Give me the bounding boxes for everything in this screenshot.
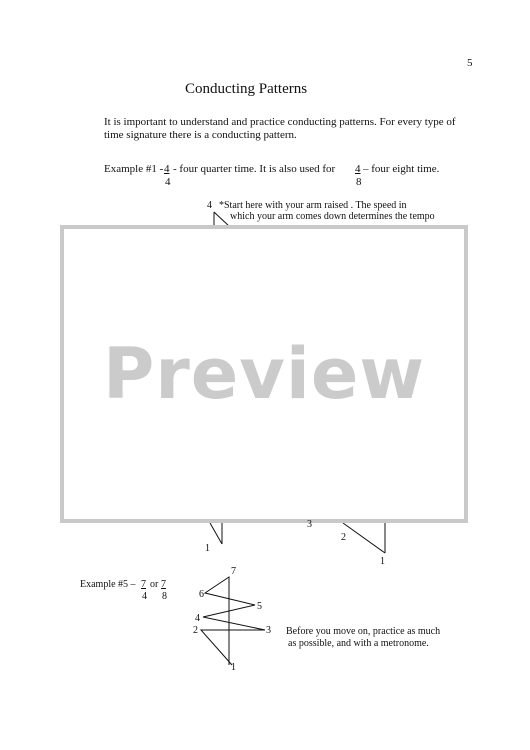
example5-beat-1: 1 (231, 662, 236, 673)
example5-ts1-bottom: 4 (142, 591, 147, 602)
preview-watermark-text: Preview (102, 333, 426, 415)
intro-line-1: It is important to understand and practice conducting patterns. For every type of (104, 116, 456, 128)
example1-ts1-top: 4 (164, 163, 170, 175)
example5-beat-3: 3 (266, 625, 271, 636)
right-pattern-stroke-1 (343, 523, 385, 553)
left-pattern-beat-1: 1 (205, 543, 210, 554)
preview-watermark (60, 225, 468, 523)
example5-beat-2: 2 (193, 625, 198, 636)
example5-pattern-path (201, 577, 265, 665)
example1-ts1-bottom: 4 (165, 176, 171, 188)
example1-mid-text: - four quarter time. It is also used for (173, 163, 336, 175)
closing-line-1: Before you move on, practice as much (286, 626, 441, 637)
example5-beat-7: 7 (231, 566, 236, 577)
right-pattern-beat-2: 2 (341, 532, 346, 543)
right-pattern-beat-1: 1 (380, 556, 385, 567)
page-title: Conducting Patterns (185, 81, 308, 97)
page-number: 5 (467, 57, 473, 69)
example5-beat-6: 6 (199, 589, 204, 600)
pattern4-note-line-2: which your arm comes down determines the tempo (230, 211, 435, 222)
right-pattern-beat-3: 3 (307, 519, 312, 530)
pattern4-note-line-1: *Start here with your arm raised . The speed in (219, 200, 407, 211)
example5-beat-5: 5 (257, 601, 262, 612)
closing-line-2: as possible, and with a metronome. (288, 638, 429, 649)
intro-line-2: time signature there is a conducting pattern. (104, 129, 297, 141)
example5-ts2-top: 7 (161, 579, 166, 590)
example5-beat-4: 4 (195, 613, 200, 624)
example1-ts2-bottom: 8 (356, 176, 362, 188)
example5-ts2-bottom: 8 (162, 591, 167, 602)
example5-ts1-top: 7 (141, 579, 146, 590)
example5-prefix: Example #5 – (80, 579, 136, 590)
example1-ts2-top: 4 (355, 163, 361, 175)
example5-or: or (150, 579, 159, 590)
left-pattern-stroke (210, 523, 222, 544)
example1-prefix: Example #1 - (104, 163, 164, 175)
pattern4-beat-4-label: 4 (207, 200, 212, 211)
example1-suffix: – four eight time. (363, 163, 440, 175)
